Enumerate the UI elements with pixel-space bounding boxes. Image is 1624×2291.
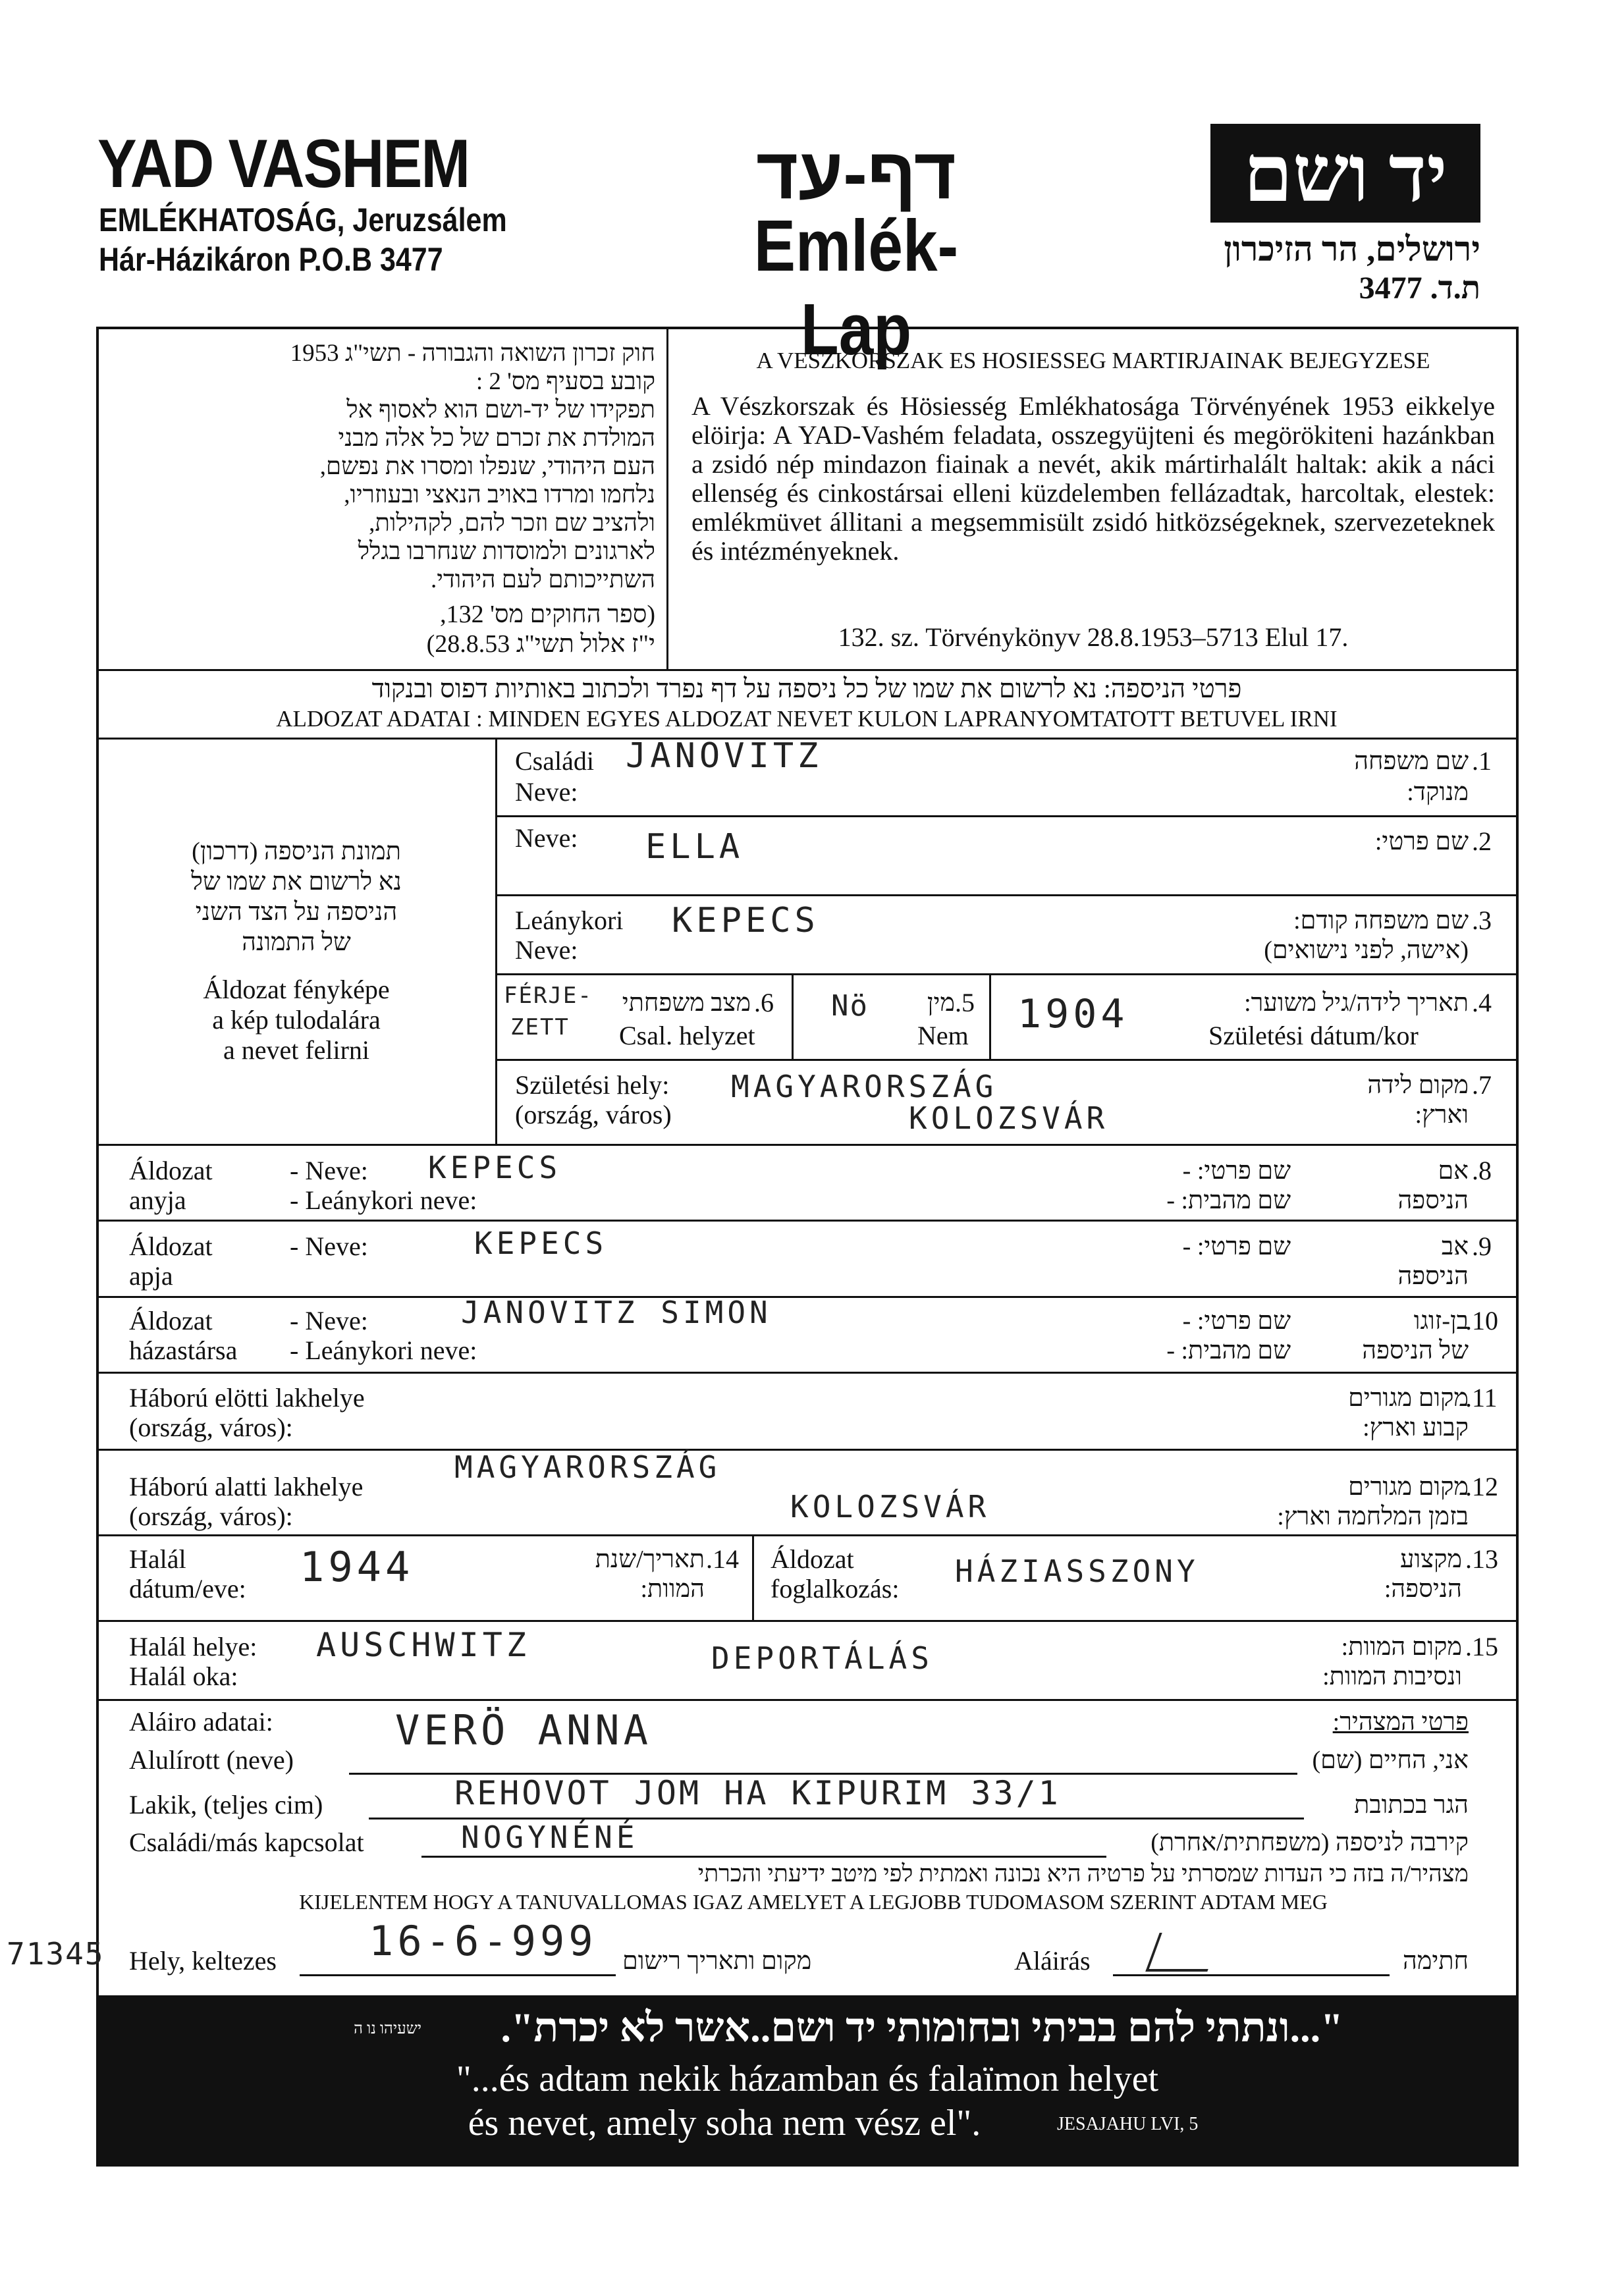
field7-number: .7: [1472, 1070, 1492, 1100]
field5-number: .5: [955, 988, 975, 1017]
org-title: YAD VASHEM: [97, 126, 470, 202]
law-heb-line: ולהציב שם וזכר להם, לקהילות,: [369, 510, 655, 537]
field6-label: Csal. helyzet: [619, 1021, 755, 1050]
field7-country-value[interactable]: MAGYARORSZÁG: [731, 1069, 998, 1104]
field12-label2: (ország, város):: [129, 1501, 293, 1531]
field3-hebrew1: שם משפחה קודם:: [1293, 907, 1469, 934]
right-hebrew-line1: ירושלים, הר הזיכרון: [1224, 231, 1480, 269]
field8-sub1: - Neve:: [290, 1156, 368, 1185]
field13-occupation-value[interactable]: HÁZIASSZONY: [955, 1553, 1199, 1589]
footer-hu-line2: és nevet, amely soha nem vész el".: [468, 2103, 981, 2143]
field4-label: Születési dátum/kor: [1208, 1021, 1419, 1050]
photo-hebrew-text: [112, 836, 481, 957]
field1-number: .1: [1472, 746, 1492, 776]
law-heb-line: המולדת את זכרם של כל אלה מבני: [338, 425, 655, 452]
field1-hebrew1: שם משפחה: [1354, 747, 1469, 775]
law-hu-ref: 132. sz. Törvénykönyv 28.8.1953–5713 Elul 17.: [838, 622, 1349, 652]
signer-name-hebrew: אני, החיים (שם): [1312, 1746, 1469, 1774]
center-hebrew-title: דף-עד: [756, 133, 956, 214]
field4-number: .4: [1472, 988, 1492, 1017]
field9-hebrew-label1: אב: [1441, 1233, 1469, 1260]
field7-hebrew1: מקום לידה: [1367, 1071, 1469, 1099]
field10-label1: Áldozat: [129, 1306, 213, 1335]
field11-label2: (ország, város):: [129, 1413, 293, 1442]
footer-hu-line1: "...és adtam nekik házamban és falaïmon helyet: [456, 2059, 1159, 2099]
field10-hebrew2: שם מהבית: -: [1166, 1337, 1291, 1364]
signer-title: Aláiro adatai:: [129, 1707, 273, 1737]
field15-hebrew1: מקום המוות:: [1341, 1633, 1462, 1661]
center-title: Emlék-Lap: [753, 205, 959, 370]
field9-label1: Áldozat: [129, 1231, 213, 1261]
field3-label1: Leánykori: [515, 905, 624, 935]
field12-hebrew2: בזמן המלחמה וארץ:: [1277, 1503, 1469, 1530]
footer-hebrew-quote: "...ונתתי להם בביתי ובחומותי יד ושם..אשר לא יכרת".: [501, 2006, 1343, 2051]
law-hebrew-ref2: י"ז אלול תשי"ג 28.8.53): [426, 630, 655, 658]
field14-hebrew1: תאריך/שנת: [595, 1546, 705, 1573]
field14-deathdate-value[interactable]: 1944: [300, 1543, 414, 1591]
field11-label1: Háború elötti lakhelye: [129, 1383, 365, 1413]
field10-number: .10: [1465, 1306, 1498, 1335]
signature-hebrew: חתימה: [1402, 1947, 1469, 1975]
field8-hebrew-label1: אם: [1438, 1157, 1469, 1185]
right-hebrew-line2: ת.ד. 3477: [1359, 271, 1480, 306]
field10-hebrew-label2: של הניספה: [1362, 1337, 1469, 1364]
law-hu-paragraph: A Vészkorszak és Hösiesség Emlékhatosága Törvényének 1953 eikkelye elöirja: A YAD-Vashém feladata, osszegyüjteni és megörökiteni hazánkban a zsidó nép mindazon fiainak a nevét, akik mártirhalált haltak: akik a náci ellenség és cinkostársai elleni küzdelemben fellázadtak, harcoltak, elestek: emlékmüvet állitani a megsemmisült zsidó hitközségeknek, szervezeteknek és intézményeknek.: [691, 391, 1495, 566]
org-line1: EMLÉKHATOSÁG, Jeruzsálem: [99, 202, 507, 238]
field1-label1: Családi: [515, 746, 594, 776]
photo-hu-line: a kép tulodalára: [212, 1005, 381, 1035]
field14-label1: Halál: [129, 1544, 186, 1574]
law-hebrew-text: [112, 339, 655, 594]
footer-hu-source: JESAJAHU LVI, 5: [1057, 2114, 1199, 2134]
field11-hebrew1: מקום מגורים: [1348, 1384, 1469, 1412]
law-heb-line: השתייכותם לעם היהודי.: [431, 566, 655, 593]
field15-hebrew2: ונסיבות המוות:: [1322, 1663, 1462, 1690]
field8-number: .8: [1472, 1156, 1492, 1185]
field1-hebrew2: מנוקד:: [1407, 778, 1469, 806]
place-date-value[interactable]: 16-6-999: [369, 1917, 597, 1965]
field13-label1: Áldozat: [771, 1544, 854, 1574]
field12-hebrew1: מקום מגורים: [1348, 1473, 1469, 1501]
photo-heb-line: של התמונה: [242, 929, 351, 956]
field2-firstname-value[interactable]: ELLA: [645, 827, 744, 867]
photo-heb-line: נא לרשום את שמו של: [191, 868, 402, 896]
field9-hebrew1: שם פרטי: -: [1182, 1233, 1291, 1260]
field9-hebrew-label2: הניספה: [1397, 1262, 1469, 1290]
field8-mother-value[interactable]: KEPECS: [428, 1150, 562, 1185]
field3-label2: Neve:: [515, 935, 578, 965]
signer-relation-value[interactable]: NOGYNÉNÉ: [461, 1819, 639, 1855]
field9-father-value[interactable]: KEPECS: [474, 1226, 608, 1261]
photo-heb-line: הניספה על הצד השני: [195, 898, 398, 926]
field13-label2: foglalkozás:: [771, 1574, 900, 1604]
photo-hu-line: a nevet felirni: [223, 1035, 370, 1065]
field3-number: .3: [1472, 905, 1492, 935]
field5-label: Nem: [917, 1021, 969, 1050]
field5-hebrew: מין: [927, 989, 955, 1017]
field12-city-value[interactable]: KOLOZSVÁR: [790, 1489, 990, 1524]
field3-hebrew2: (אישה, לפני נישואים): [1264, 936, 1469, 964]
law-hebrew-ref1: (ספר החוקים מס' 132,: [440, 601, 655, 628]
photo-hu-line: Áldozat fényképe: [203, 975, 390, 1004]
declaration-hebrew: מצהיר/ה בזה כי העדות שמסרתי על פרטיה היא נכונה ואמתית לפי מיטב ידיעתי והכרתי: [697, 1860, 1469, 1887]
field2-number: .2: [1472, 826, 1492, 856]
field8-hebrew1: שם פרטי: -: [1182, 1157, 1291, 1185]
field7-label1: Születési hely:: [515, 1070, 670, 1100]
field1-surname-value[interactable]: JANOVITZ: [626, 736, 823, 776]
signer-name-label: Alulírott (neve): [129, 1745, 294, 1775]
field5-sex-value[interactable]: Nö: [831, 989, 869, 1023]
field14-number: .14: [706, 1544, 739, 1574]
law-heb-line: נלחמו ומרדו באויב הנאצי ובעוזריו,: [344, 481, 655, 508]
field3-maiden-value[interactable]: KEPECS: [672, 901, 819, 940]
field10-hebrew1: שם פרטי: -: [1182, 1307, 1291, 1335]
field6-value1[interactable]: FÉRJE-: [504, 983, 593, 1009]
photo-heb-line: תמונת הניספה (דרכון): [192, 838, 401, 865]
signer-relation-hebrew: קירבה לניספה (משפחתית/אחרת): [1150, 1829, 1469, 1856]
law-heb-line: קובע בסעיף מס' 2 :: [475, 368, 655, 395]
field6-value2[interactable]: ZETT: [510, 1014, 570, 1040]
photo-hungarian-text: [112, 975, 481, 1065]
field8-sub2: - Leánykori neve:: [290, 1185, 477, 1215]
logo-hebrew-text: יד ושם: [1243, 130, 1448, 218]
field11-hebrew2: קבוע וארץ:: [1363, 1414, 1469, 1442]
field4-birthdate-value[interactable]: 1904: [1017, 991, 1129, 1037]
field8-hebrew2: שם מהבית: -: [1166, 1187, 1291, 1214]
field14-label2: dátum/eve:: [129, 1574, 246, 1604]
field7-hebrew2: וארץ:: [1415, 1101, 1469, 1129]
field8-label2: anyja: [129, 1185, 186, 1215]
place-label: Hely, keltezes: [129, 1946, 277, 1976]
signer-title-hebrew: פרטי המצהיר:: [1332, 1708, 1469, 1736]
field13-number: .13: [1465, 1544, 1498, 1574]
field9-label2: apja: [129, 1261, 173, 1291]
field14-hebrew2: המוות:: [640, 1575, 705, 1603]
place-hebrew: מקום ותאריך רישום: [622, 1947, 812, 1975]
field15-label1: Halál helye:: [129, 1632, 257, 1661]
footer-hebrew-source: ישעיהו נו ה: [354, 2020, 421, 2037]
field2-label: Neve:: [515, 823, 578, 853]
margin-note: 71345: [7, 1936, 105, 1972]
field6-hebrew: מצב משפחתי: [622, 989, 751, 1017]
field10-sub1: - Neve:: [290, 1306, 368, 1335]
field1-label2: Neve:: [515, 777, 578, 807]
law-heb-line: תפקידו של יד-ושם הוא לאסוף אל: [346, 396, 655, 423]
field13-hebrew2: הניספה:: [1384, 1575, 1462, 1603]
field10-sub2: - Leánykori neve:: [290, 1335, 477, 1365]
field11-number: .11: [1465, 1383, 1498, 1413]
field9-number: .9: [1472, 1231, 1492, 1261]
field10-label2: házastársa: [129, 1335, 238, 1365]
signature-label: Aláirás: [1014, 1946, 1091, 1976]
field10-spouse-value[interactable]: JANOVITZ SIMON: [461, 1295, 772, 1330]
field8-label1: Áldozat: [129, 1156, 213, 1185]
signer-relation-label: Családi/más kapcsolat: [129, 1827, 364, 1857]
field15-number: .15: [1465, 1632, 1498, 1661]
field12-country-value[interactable]: MAGYARORSZÁG: [454, 1449, 721, 1485]
law-hu-title: A VESZKORSZAK ES HOSIESSEG MARTIRJAINAK BEJEGYZESE: [756, 348, 1430, 373]
signer-address-label: Lakik, (teljes cim): [129, 1790, 323, 1819]
field2-hebrew: שם פרטי:: [1374, 828, 1469, 855]
law-heb-line: לארגונים ולמוסדות שנחרבו בגלל: [358, 538, 655, 565]
declaration-hungarian: KIJELENTEM HOGY A TANUVALLOMAS IGAZ AMELYET A LEGJOBB TUDOMASOM SZERINT ADTAM MEG: [299, 1890, 1328, 1914]
signer-address-hebrew: הגר בכתובת: [1354, 1791, 1469, 1819]
field7-label2: (ország, város): [515, 1100, 672, 1129]
field8-hebrew-label2: הניספה: [1397, 1187, 1469, 1214]
field15-place-value[interactable]: AUSCHWITZ: [316, 1626, 530, 1664]
field12-number: .12: [1465, 1472, 1498, 1501]
instructions-hebrew: פרטי הניספה: נא לרשום את שמו של כל ניספה על דף נפרד ולכתוב באותיות דפוס ובנקוד: [371, 674, 1242, 703]
field4-hebrew: תאריך לידה/גיל משוער:: [1244, 989, 1469, 1017]
org-line2: Hár-Házikáron P.O.B 3477: [99, 241, 443, 278]
field13-hebrew1: מקצוע: [1400, 1546, 1462, 1573]
signer-address-value[interactable]: REHOVOT JOM HA KIPURIM 33/1: [454, 1774, 1061, 1812]
signer-name-value[interactable]: VERÖ ANNA: [395, 1706, 652, 1754]
instructions-hungarian: ALDOZAT ADATAI : MINDEN EGYES ALDOZAT NEVET KULON LAPRANYOMTATOTT BETUVEL IRNI: [276, 706, 1338, 732]
field10-hebrew-label1: בן-זוגו: [1413, 1307, 1469, 1335]
field15-cause-value[interactable]: DEPORTÁLÁS: [711, 1640, 933, 1676]
law-heb-line: העם היהודי, שנפלו ומסרו את נפשם,: [319, 453, 655, 480]
field7-city-value[interactable]: KOLOZSVÁR: [909, 1100, 1109, 1136]
field9-sub1: - Neve:: [290, 1231, 368, 1261]
field12-label1: Háború alatti lakhelye: [129, 1472, 364, 1501]
field15-label2: Halál oka:: [129, 1661, 238, 1691]
field6-number: .6: [754, 988, 774, 1017]
law-heb-line: חוק זכרון השואה והגבורה - תשי"ג 1953: [290, 340, 655, 367]
